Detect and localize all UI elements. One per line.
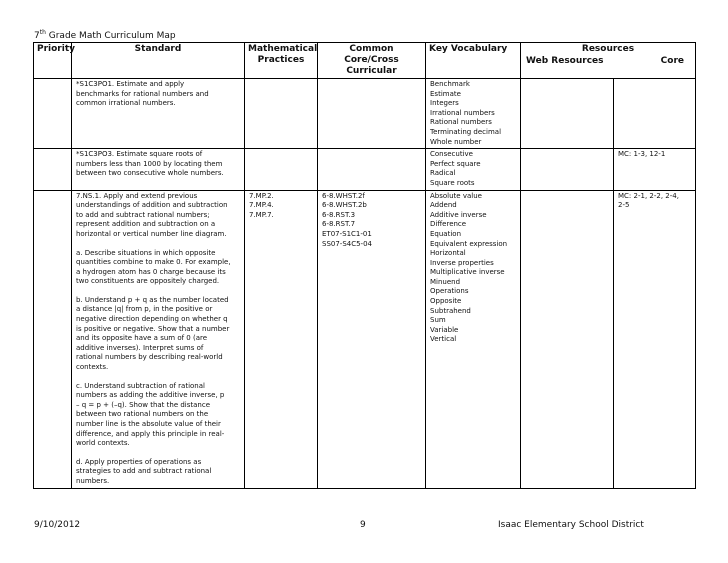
practices-cell-line: 7.MP.7. (249, 210, 274, 219)
vocabulary-cell-line: Estimate (430, 89, 461, 98)
vocabulary-cell (426, 190, 521, 488)
common-core-cell-line: 6-8.WHST.2f (322, 191, 365, 200)
web-resources-cell (521, 190, 614, 488)
core-resources-cell-line: 2-5 (618, 201, 630, 210)
header-key-vocabulary: Key Vocabulary (426, 43, 521, 79)
standard-cell-line: quantities combine to make 0. For example, (76, 258, 231, 267)
standard-paragraph (76, 192, 240, 240)
vocabulary-cell-line: Benchmark (430, 80, 470, 88)
vocabulary-cell-line: Subtrahend (430, 306, 471, 315)
header-resources (521, 43, 696, 79)
standard-cell-line: *S1C3PO1. Estimate and apply (76, 80, 185, 88)
vocabulary-cell-line: Minuend (430, 277, 461, 286)
vocabulary-cell-line: Whole number (430, 137, 482, 146)
table-row (34, 149, 696, 190)
vocabulary-cell-line: Irrational numbers (430, 108, 495, 117)
footer-district: Isaac Elementary School District (498, 520, 644, 530)
web-resources-cell (521, 149, 614, 190)
practices-cell (245, 190, 318, 488)
header-resources-title: Resources (581, 44, 635, 54)
vocabulary-cell-line: Integers (430, 99, 459, 108)
header-row (34, 43, 696, 79)
common-core-cell-line: 6-8.WHST.2b (322, 201, 367, 210)
standard-cell-line: between two consecutive whole numbers. (76, 169, 224, 178)
header-standard: Standard (72, 43, 245, 79)
title-text: Grade Math Curriculum Map (45, 31, 176, 41)
standard-cell-line: a. Describe situations in which opposite (76, 248, 216, 257)
standard-cell-line: number line is the absolute value of their (76, 420, 221, 428)
standard-cell-line: common irrational numbers. (76, 99, 176, 108)
table-row (34, 190, 696, 488)
vocabulary-cell (426, 149, 521, 190)
standard-cell-line: negative direction depending on whether q (76, 315, 228, 324)
vocabulary-cell-line: Terminating decimal (430, 127, 502, 136)
standard-cell-line: represent addition and subtraction on a (76, 220, 216, 229)
standard-cell-line: *S1C3PO3. Estimate square roots of (76, 150, 203, 159)
standard-cell-line: understandings of addition and subtraction (76, 201, 228, 210)
standard-cell (72, 79, 245, 149)
standard-cell-line: strategies to add and subtract rational (76, 467, 212, 476)
web-resources-cell (521, 79, 614, 149)
common-core-cell (318, 149, 426, 190)
common-core-cell (318, 190, 426, 488)
standard-cell-line: numbers. (76, 476, 110, 485)
vocabulary-cell-line: Opposite (430, 297, 462, 306)
standard-cell-line: to add and subtract rational numbers; (76, 210, 210, 219)
standard-cell-line: rational numbers by describing real-world (76, 353, 223, 362)
standard-cell-line: numbers as adding the additive inverse, p (76, 391, 225, 400)
practices-cell-line: 7.MP.4. (249, 201, 274, 210)
practices-cell (245, 149, 318, 190)
vocabulary-cell-line: Multiplicative inverse (430, 268, 505, 277)
vocabulary-cell-line: Vertical (430, 335, 457, 344)
vocabulary-cell-line: Equivalent expression (430, 239, 508, 248)
header-math-practices-line1: Mathematical (248, 44, 318, 54)
vocabulary-cell-line: Absolute value (430, 191, 482, 200)
standard-cell-line: world contexts. (76, 439, 130, 448)
title-grade: 7 (34, 31, 40, 41)
standard-cell-line: – q = p + (–q). Show that the distance (76, 400, 211, 409)
priority-cell (34, 190, 72, 488)
standard-paragraph (76, 249, 240, 287)
standard-paragraph (76, 296, 240, 373)
standard-cell-line: between two rational numbers on the (76, 410, 209, 419)
standard-cell-line: a hydrogen atom has 0 charge because its (76, 267, 226, 276)
core-resources-cell (614, 149, 696, 190)
standard-cell-line: difference, and apply this principle in real- (76, 429, 225, 438)
common-core-cell-line: 6-8.RST.3 (322, 210, 356, 219)
practices-cell (245, 79, 318, 149)
core-resources-cell (614, 190, 696, 488)
common-core-cell-line: SS07-S4C5-04 (322, 239, 372, 248)
standard-paragraph (76, 458, 240, 487)
standard-cell (72, 190, 245, 488)
header-common-core-line1: Common Core/Cross (344, 44, 399, 65)
standard-cell-line: contexts. (76, 363, 109, 372)
priority-cell (34, 149, 72, 190)
vocabulary-cell-line: Inverse properties (430, 258, 494, 267)
standard-cell-line: 7.NS.1. Apply and extend previous (76, 191, 198, 200)
vocabulary-cell-line: Sum (430, 316, 446, 325)
vocabulary-cell-line: Equation (430, 229, 462, 238)
standard-cell-line: c. Understand subtraction of rational (76, 381, 205, 390)
vocabulary-cell-line: Radical (430, 169, 456, 178)
standard-cell (72, 149, 245, 190)
standard-cell-line: d. Apply properties of operations as (76, 457, 202, 466)
common-core-cell-line: ET07-S1C1-01 (322, 229, 372, 238)
standard-cell-line: additive inverses). Interpret sums of (76, 343, 204, 352)
vocabulary-cell-line: Additive inverse (430, 210, 487, 219)
footer-date: 9/10/2012 (34, 520, 81, 530)
vocabulary-cell-line: Square roots (430, 178, 475, 187)
vocabulary-cell-line: Difference (430, 220, 467, 229)
standard-cell-line: numbers less than 1000 by locating them (76, 159, 223, 168)
header-math-practices (245, 43, 318, 79)
standard-cell-line: two constituents are oppositely charged. (76, 277, 220, 286)
standard-cell-line: horizontal or vertical number line diagram. (76, 229, 227, 238)
header-web-resources: Web Resources (526, 56, 604, 66)
vocabulary-cell-line: Consecutive (430, 150, 473, 159)
vocabulary-cell-line: Variable (430, 325, 459, 334)
vocabulary-cell-line: Addend (430, 201, 457, 210)
header-core: Core (660, 56, 685, 66)
common-core-cell-line: 6-8.RST.7 (322, 220, 356, 229)
vocabulary-cell-line: Perfect square (430, 159, 481, 168)
header-priority: Priority (34, 43, 72, 79)
header-math-practices-line2: Practices (257, 55, 305, 65)
header-common-core-line2: Curricular (346, 66, 397, 76)
standard-cell-line: is positive or negative. Show that a number (76, 324, 230, 333)
priority-cell (34, 79, 72, 149)
vocabulary-cell-line: Horizontal (430, 249, 466, 258)
curriculum-table (33, 42, 696, 489)
vocabulary-cell-line: Operations (430, 287, 469, 296)
document-title (34, 29, 176, 41)
core-resources-cell-line: MC: 1-3, 12-1 (618, 150, 666, 159)
table-row (34, 79, 696, 149)
core-resources-cell-line: MC: 2-1, 2-2, 2-4, (618, 191, 679, 200)
standard-paragraph (76, 382, 240, 449)
core-resources-cell (614, 79, 696, 149)
header-common-core (318, 43, 426, 79)
standard-cell-line: and its opposite have a sum of 0 (are (76, 334, 208, 343)
practices-cell-line: 7.MP.2. (249, 191, 274, 200)
standard-cell-line: b. Understand p + q as the number located (76, 295, 229, 304)
vocabulary-cell-line: Rational numbers (430, 118, 492, 127)
title-sup: th (39, 29, 46, 36)
standard-cell-line: a distance |q| from p, in the positive or (76, 305, 213, 314)
footer-page-number: 9 (360, 520, 366, 530)
vocabulary-cell (426, 79, 521, 149)
standard-cell-line: benchmarks for rational numbers and (76, 89, 209, 98)
common-core-cell (318, 79, 426, 149)
